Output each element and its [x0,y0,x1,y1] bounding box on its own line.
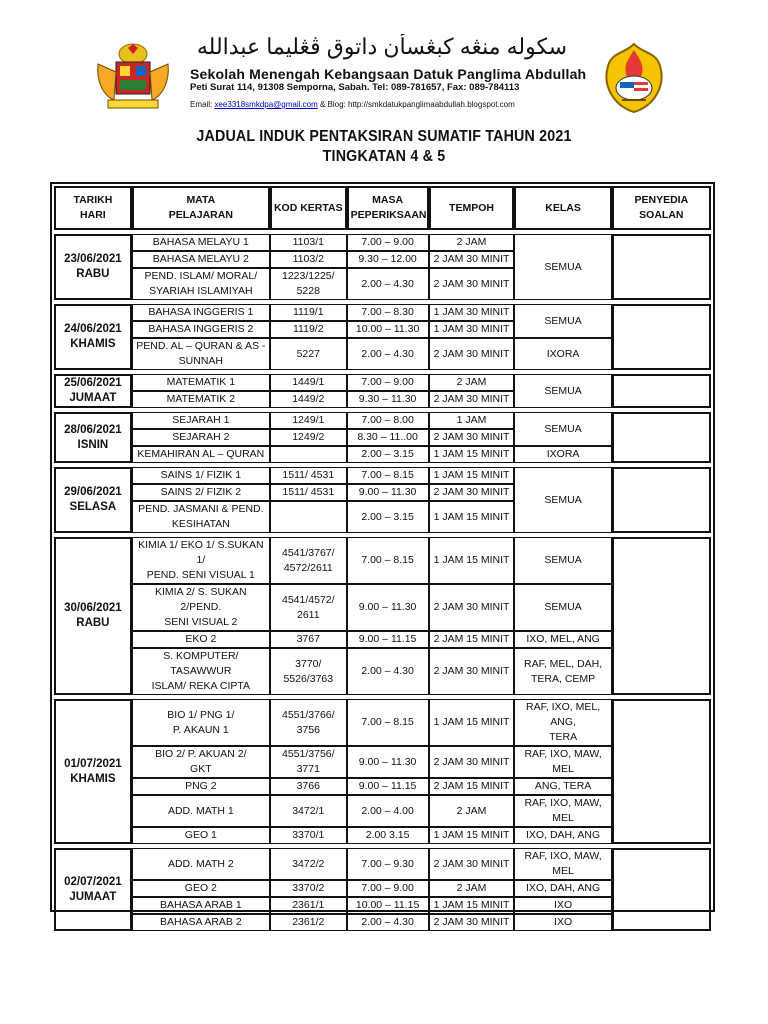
class-line: RAF, IXO, MEL, ANG, [526,701,601,728]
paper-code-cell [270,304,347,321]
subject-line: SYARIAH ISLAMIYAH [149,285,253,297]
paper-code-cell [270,234,347,251]
duration-cell: 2 JAM 30 MINIT [429,429,515,446]
col-header-pelajaran: PELAJARAN [168,209,233,221]
class-cell [514,234,611,300]
paper-code-cell [270,778,347,795]
paper-code-cell [270,584,347,631]
col-header-masa-peperiksaan [347,186,429,230]
duration-cell: 2 JAM 15 MINIT [429,778,515,795]
subject-line: BAHASA MELAYU 1 [152,236,249,248]
paper-code-line: 4572/2611 [283,561,333,574]
col-header-peperiksaan: PEPERIKSAAN [350,209,427,221]
subject-line: MATEMATIK 2 [166,393,236,405]
paper-code-line: 4541/4572/ [282,593,335,606]
email-label: Email: [190,100,213,109]
paper-code-cell [270,897,347,914]
subject-cell [132,321,270,338]
exam-time-cell: 7.00 – 8.30 [347,304,429,321]
class-line: IXORA [546,347,580,360]
blog-url[interactable]: http://smkdatukpanglimaabdullah.blogspot.com [348,100,515,109]
exam-time-cell: 9.30 – 12.00 [347,251,429,268]
exam-date-cell [54,699,132,844]
paper-code-line: 5227 [296,347,320,360]
subject-cell [132,391,270,408]
table-row [54,304,711,321]
paper-code-line: 2611 [296,608,320,621]
paper-code-line: 1249/1 [292,414,325,426]
exam-time-cell: 2.00 – 4.00 [347,795,429,827]
question-setter-cell [612,467,711,533]
table-row [54,537,711,584]
paper-code-line: 1511/ 4531 [282,469,335,481]
class-cell [514,537,611,584]
paper-code-line: 3766 [296,780,320,792]
exam-time-cell: 7.00 – 9.30 [347,848,429,880]
paper-code-cell [270,484,347,501]
col-header-mata: MATA [186,194,216,206]
table-row [54,412,711,429]
col-header-masa: MASA [372,194,404,206]
class-line: SEMUA [544,493,582,506]
paper-code-line: 3770/ [295,657,322,670]
class-cell [514,795,611,827]
duration-cell: 1 JAM 30 MINIT [429,304,515,321]
exam-date-cell [54,304,132,370]
paper-code-cell [270,914,347,931]
subject-cell [132,584,270,631]
subject-line: BAHASA MELAYU 2 [152,253,249,265]
paper-code-cell [270,268,347,300]
paper-code-line: 3472/1 [292,804,325,817]
table-header-row [54,186,711,230]
class-line: IXO, DAH, ANG [526,829,601,841]
table-row [54,374,711,391]
subject-cell [132,795,270,827]
exam-time-cell: 2.00 – 4.30 [347,648,429,695]
duration-cell: 1 JAM 15 MINIT [429,827,515,844]
paper-code-line: 1249/2 [292,431,325,443]
subject-line: PNG 2 [185,780,217,792]
subject-line: BIO 2/ P. AKUAN 2/ [155,748,247,760]
paper-code-cell [270,374,347,391]
subject-cell [132,268,270,300]
exam-time-cell: 2.00 3.15 [347,827,429,844]
paper-code-cell [270,338,347,370]
class-line: IXO [554,899,573,911]
exam-date: 23/06/2021 [64,253,122,265]
exam-time-cell: 7.00 – 9.00 [347,374,429,391]
exam-schedule-table [54,186,711,931]
exam-time-cell: 8.30 – 11..00 [347,429,429,446]
class-cell [514,446,611,463]
subject-line: GEO 1 [184,829,217,841]
subject-line: PEND. ISLAM/ MORAL/ [144,270,258,282]
duration-cell: 2 JAM 30 MINIT [429,848,515,880]
exam-time-cell: 7.00 – 8.15 [347,467,429,484]
subject-line: BAHASA INGGERIS 2 [148,323,254,335]
exam-time-cell: 7.00 – 9.00 [347,234,429,251]
table-row [54,234,711,251]
subject-cell [132,848,270,880]
question-setter-cell [612,848,711,931]
col-header-hari: HARI [80,209,106,221]
subject-line: KESIHATAN [171,518,230,530]
paper-code-line: 1223/1225/ [282,270,335,282]
class-line: TERA [549,731,578,743]
exam-date: 24/06/2021 [64,323,122,335]
question-setter-cell [612,234,711,300]
paper-code-line: 1449/2 [292,393,325,405]
exam-time-cell: 9.00 – 11.15 [347,631,429,648]
subject-line: SEJARAH 2 [172,431,230,443]
school-address: Peti Surat 114, 91308 Semporna, Sabah. Tel: 089-781657, Fax: 089-784113 [190,82,520,93]
duration-cell: 2 JAM 30 MINIT [429,251,515,268]
class-line: SEMUA [544,422,582,435]
class-line: IXORA [546,448,580,460]
class-line: SEMUA [544,314,582,327]
col-header-kelas: KELAS [514,186,611,230]
col-header-tempoh: TEMPOH [429,186,515,230]
exam-time-cell: 2.00 – 4.30 [347,338,429,370]
class-line: TERA, CEMP [530,672,596,685]
duration-cell: 1 JAM 15 MINIT [429,537,515,584]
question-setter-cell [612,412,711,463]
email-link[interactable]: xee3318smkdpa@gmail.com [214,100,318,109]
subject-line: PEND. AL – QURAN & AS - [136,340,266,352]
subject-cell [132,501,270,533]
paper-code-line: 3756 [296,723,320,736]
duration-cell: 2 JAM [429,234,515,251]
class-line: RAF, IXO, MAW, MEL [524,850,602,877]
paper-code-cell [270,537,347,584]
paper-code-line: 2361/2 [292,916,325,928]
exam-time-cell: 10.00 – 11.15 [347,897,429,914]
exam-date: 30/06/2021 [64,602,122,614]
col-header-penyedia-soalan: PENYEDIA SOALAN [612,186,711,230]
exam-date-cell [54,374,132,408]
class-cell [514,699,611,746]
duration-cell: 1 JAM 15 MINIT [429,467,515,484]
exam-date-cell [54,537,132,695]
exam-time-cell: 2.00 – 3.15 [347,446,429,463]
paper-code-cell [270,429,347,446]
subject-line: SAINS 2/ FIZIK 2 [160,486,242,498]
exam-date-cell [54,412,132,463]
exam-date: 02/07/2021 [64,875,122,888]
subject-cell [132,467,270,484]
blog-label: & Blog: [319,100,346,109]
paper-code-cell [270,631,347,648]
duration-cell: 1 JAM 30 MINIT [429,321,515,338]
col-header-tarikh: TARIKH [73,194,113,206]
duration-cell: 2 JAM [429,880,515,897]
exam-date: 29/06/2021 [64,486,122,498]
paper-code-cell [270,648,347,695]
paper-code-cell [270,848,347,880]
class-cell [514,848,611,880]
subject-line: ISLAM/ REKA CIPTA [151,680,251,692]
subject-cell [132,234,270,251]
subject-cell [132,827,270,844]
subject-line: EKO 2 [185,633,217,645]
paper-code-line: 1103/1 [292,236,324,248]
class-cell [514,897,611,914]
class-cell [514,467,611,533]
school-name: Sekolah Menengah Kebangsaan Datuk Panglima Abdullah [190,66,587,82]
class-line: SEMUA [544,260,582,273]
duration-cell: 2 JAM 30 MINIT [429,746,515,778]
question-setter-cell [612,374,711,408]
subject-cell [132,914,270,931]
subject-cell [132,484,270,501]
subject-cell [132,537,270,584]
subject-line: BAHASA INGGERIS 1 [148,306,254,318]
class-line: IXO, DAH, ANG [526,882,601,894]
paper-code-line: 5526/3763 [283,672,334,685]
col-header-kod-kertas: KOD KERTAS [270,186,347,230]
duration-cell: 2 JAM [429,795,515,827]
class-line: IXO [554,916,573,928]
class-cell [514,648,611,695]
subject-cell [132,880,270,897]
exam-day: RABU [76,617,110,629]
paper-code-cell [270,746,347,778]
paper-code-cell [270,827,347,844]
question-setter-cell [612,699,711,844]
duration-cell: 2 JAM 30 MINIT [429,914,515,931]
subject-line: SAINS 1/ FIZIK 1 [160,469,242,481]
question-setter-cell [612,537,711,695]
duration-cell: 2 JAM 30 MINIT [429,584,515,631]
class-cell [514,631,611,648]
paper-code-cell [270,795,347,827]
class-line: IXO, MEL, ANG [526,633,600,645]
paper-code-line: 1511/ 4531 [282,486,335,498]
paper-code-cell [270,880,347,897]
paper-code-line: 4551/3756/ [282,748,335,760]
class-line: RAF, MEL, DAH, [523,657,603,670]
paper-code-line: 3472/2 [292,857,325,870]
exam-day: RABU [76,268,110,280]
duration-cell: 2 JAM 30 MINIT [429,648,515,695]
paper-code-cell [270,251,347,268]
paper-code-line: 1119/1 [293,306,324,318]
paper-code-cell [270,412,347,429]
exam-time-cell: 2.00 – 4.30 [347,914,429,931]
duration-cell: 1 JAM 15 MINIT [429,446,515,463]
col-header-tarikh-hari [54,186,132,230]
exam-date-cell [54,234,132,300]
subject-cell [132,648,270,695]
col-header-mata-pelajaran [132,186,270,230]
subject-line: P. AKAUN 1 [172,723,229,736]
subject-line: BAHASA ARAB 2 [159,916,242,928]
class-cell [514,914,611,931]
school-badge-icon [594,40,674,116]
subject-line: BAHASA ARAB 1 [159,899,242,911]
duration-cell: 1 JAM 15 MINIT [429,501,515,533]
duration-cell: 2 JAM 15 MINIT [429,631,515,648]
exam-time-cell: 2.00 – 4.30 [347,268,429,300]
subject-line: KEMAHIRAN AL – QURAN [137,448,265,460]
exam-date-cell [54,467,132,533]
subject-line: KIMIA 2/ S. SUKAN 2/PEND. [155,586,247,613]
duration-cell: 1 JAM 15 MINIT [429,699,515,746]
class-cell [514,880,611,897]
subject-line: MATEMATIK 1 [166,376,236,388]
paper-code-line: 3771 [296,763,320,775]
class-line: SEMUA [544,601,582,613]
duration-cell: 1 JAM [429,412,515,429]
class-line: ANG, TERA [534,780,592,792]
subject-cell [132,251,270,268]
subject-cell [132,412,270,429]
subject-line: ADD. MATH 1 [167,804,234,817]
paper-code-line: 2361/1 [292,899,325,911]
paper-code-line: 4541/3767/ [282,546,335,559]
question-setter-cell [612,304,711,370]
exam-date: 25/06/2021 [64,377,122,389]
exam-day: ISNIN [77,438,109,451]
subject-cell [132,746,270,778]
paper-code-cell [270,501,347,533]
paper-code-cell [270,699,347,746]
exam-day: JUMAAT [69,392,117,404]
paper-code-line: 3767 [296,633,320,645]
subject-cell [132,631,270,648]
exam-day: KHAMIS [70,772,116,785]
subject-cell [132,429,270,446]
exam-time-cell: 7.00 – 8.15 [347,537,429,584]
subject-cell [132,699,270,746]
paper-code-line: 3370/2 [292,882,325,894]
subject-line: ADD. MATH 2 [167,857,234,870]
paper-code-line: 3370/1 [292,829,325,841]
class-cell [514,746,611,778]
table-row [54,699,711,746]
class-cell [514,778,611,795]
exam-date: 01/07/2021 [64,757,122,770]
table-row [54,467,711,484]
duration-cell: 2 JAM 30 MINIT [429,484,515,501]
duration-cell: 2 JAM 30 MINIT [429,338,515,370]
document-subtitle: TINGKATAN 4 & 5 [322,148,446,165]
subject-line: PEND. JASMANI & PEND. [138,503,264,515]
exam-time-cell: 9.30 – 11.30 [347,391,429,408]
paper-code-line: 5228 [296,285,320,297]
paper-code-cell [270,467,347,484]
class-cell [514,827,611,844]
paper-code-cell [270,391,347,408]
subject-line: SEJARAH 1 [172,414,230,426]
table-row [54,848,711,880]
exam-time-cell: 7.00 – 8.00 [347,412,429,429]
jawi-school-name: سکوله منڠه کبڠسأن داتوق ڤڠليما عبدالله [196,34,568,59]
subject-cell [132,446,270,463]
exam-time-cell: 7.00 – 8.15 [347,699,429,746]
subject-line: PEND. SENI VISUAL 1 [146,569,255,581]
subject-line: GEO 2 [184,882,217,894]
subject-line: SUNNAH [178,355,223,367]
class-line: SEMUA [544,554,582,566]
school-contact [190,100,515,109]
subject-cell [132,778,270,795]
exam-time-cell: 2.00 – 3.15 [347,501,429,533]
document-title: JADUAL INDUK PENTAKSIRAN SUMATIF TAHUN 2021 [196,128,572,145]
subject-cell [132,897,270,914]
subject-cell [132,374,270,391]
exam-time-cell: 9.00 – 11.30 [347,746,429,778]
class-cell [514,412,611,446]
duration-cell: 2 JAM 30 MINIT [429,391,515,408]
subject-line: S. KOMPUTER/ TASAWWUR [163,650,239,677]
class-line: RAF, IXO, MAW, MEL [524,797,602,824]
exam-time-cell: 9.00 – 11.30 [347,484,429,501]
subject-cell [132,338,270,370]
exam-day: SELASA [69,501,117,513]
class-cell [514,304,611,338]
duration-cell: 2 JAM [429,374,515,391]
paper-code-line: 1103/2 [292,253,324,265]
malaysia-coat-of-arms-icon [90,42,176,114]
paper-code-cell [270,446,347,463]
class-cell [514,584,611,631]
paper-code-line: 4551/3766/ [282,708,335,721]
paper-code-line: 1119/2 [293,323,324,335]
letterhead [0,30,768,115]
subject-cell [132,304,270,321]
exam-time-cell: 7.00 – 9.00 [347,880,429,897]
paper-code-cell [270,321,347,338]
class-line: RAF, IXO, MAW, MEL [524,748,602,775]
exam-day: KHAMIS [70,338,116,350]
class-cell [514,374,611,408]
duration-cell: 2 JAM 30 MINIT [429,268,515,300]
exam-time-cell: 9.00 – 11.15 [347,778,429,795]
duration-cell: 1 JAM 15 MINIT [429,897,515,914]
class-cell [514,338,611,370]
exam-time-cell: 10.00 – 11.30 [347,321,429,338]
paper-code-line: 1449/1 [292,376,325,388]
exam-date: 28/06/2021 [64,423,122,436]
subject-line: GKT [190,763,212,775]
exam-time-cell: 9.00 – 11.30 [347,584,429,631]
subject-line: KIMIA 1/ EKO 1/ S.SUKAN 1/ [138,539,264,566]
class-line: SEMUA [544,384,582,397]
exam-day: JUMAAT [69,890,117,903]
subject-line: SENI VISUAL 2 [164,616,238,628]
exam-date-cell [54,848,132,931]
subject-line: BIO 1/ PNG 1/ [167,708,235,721]
